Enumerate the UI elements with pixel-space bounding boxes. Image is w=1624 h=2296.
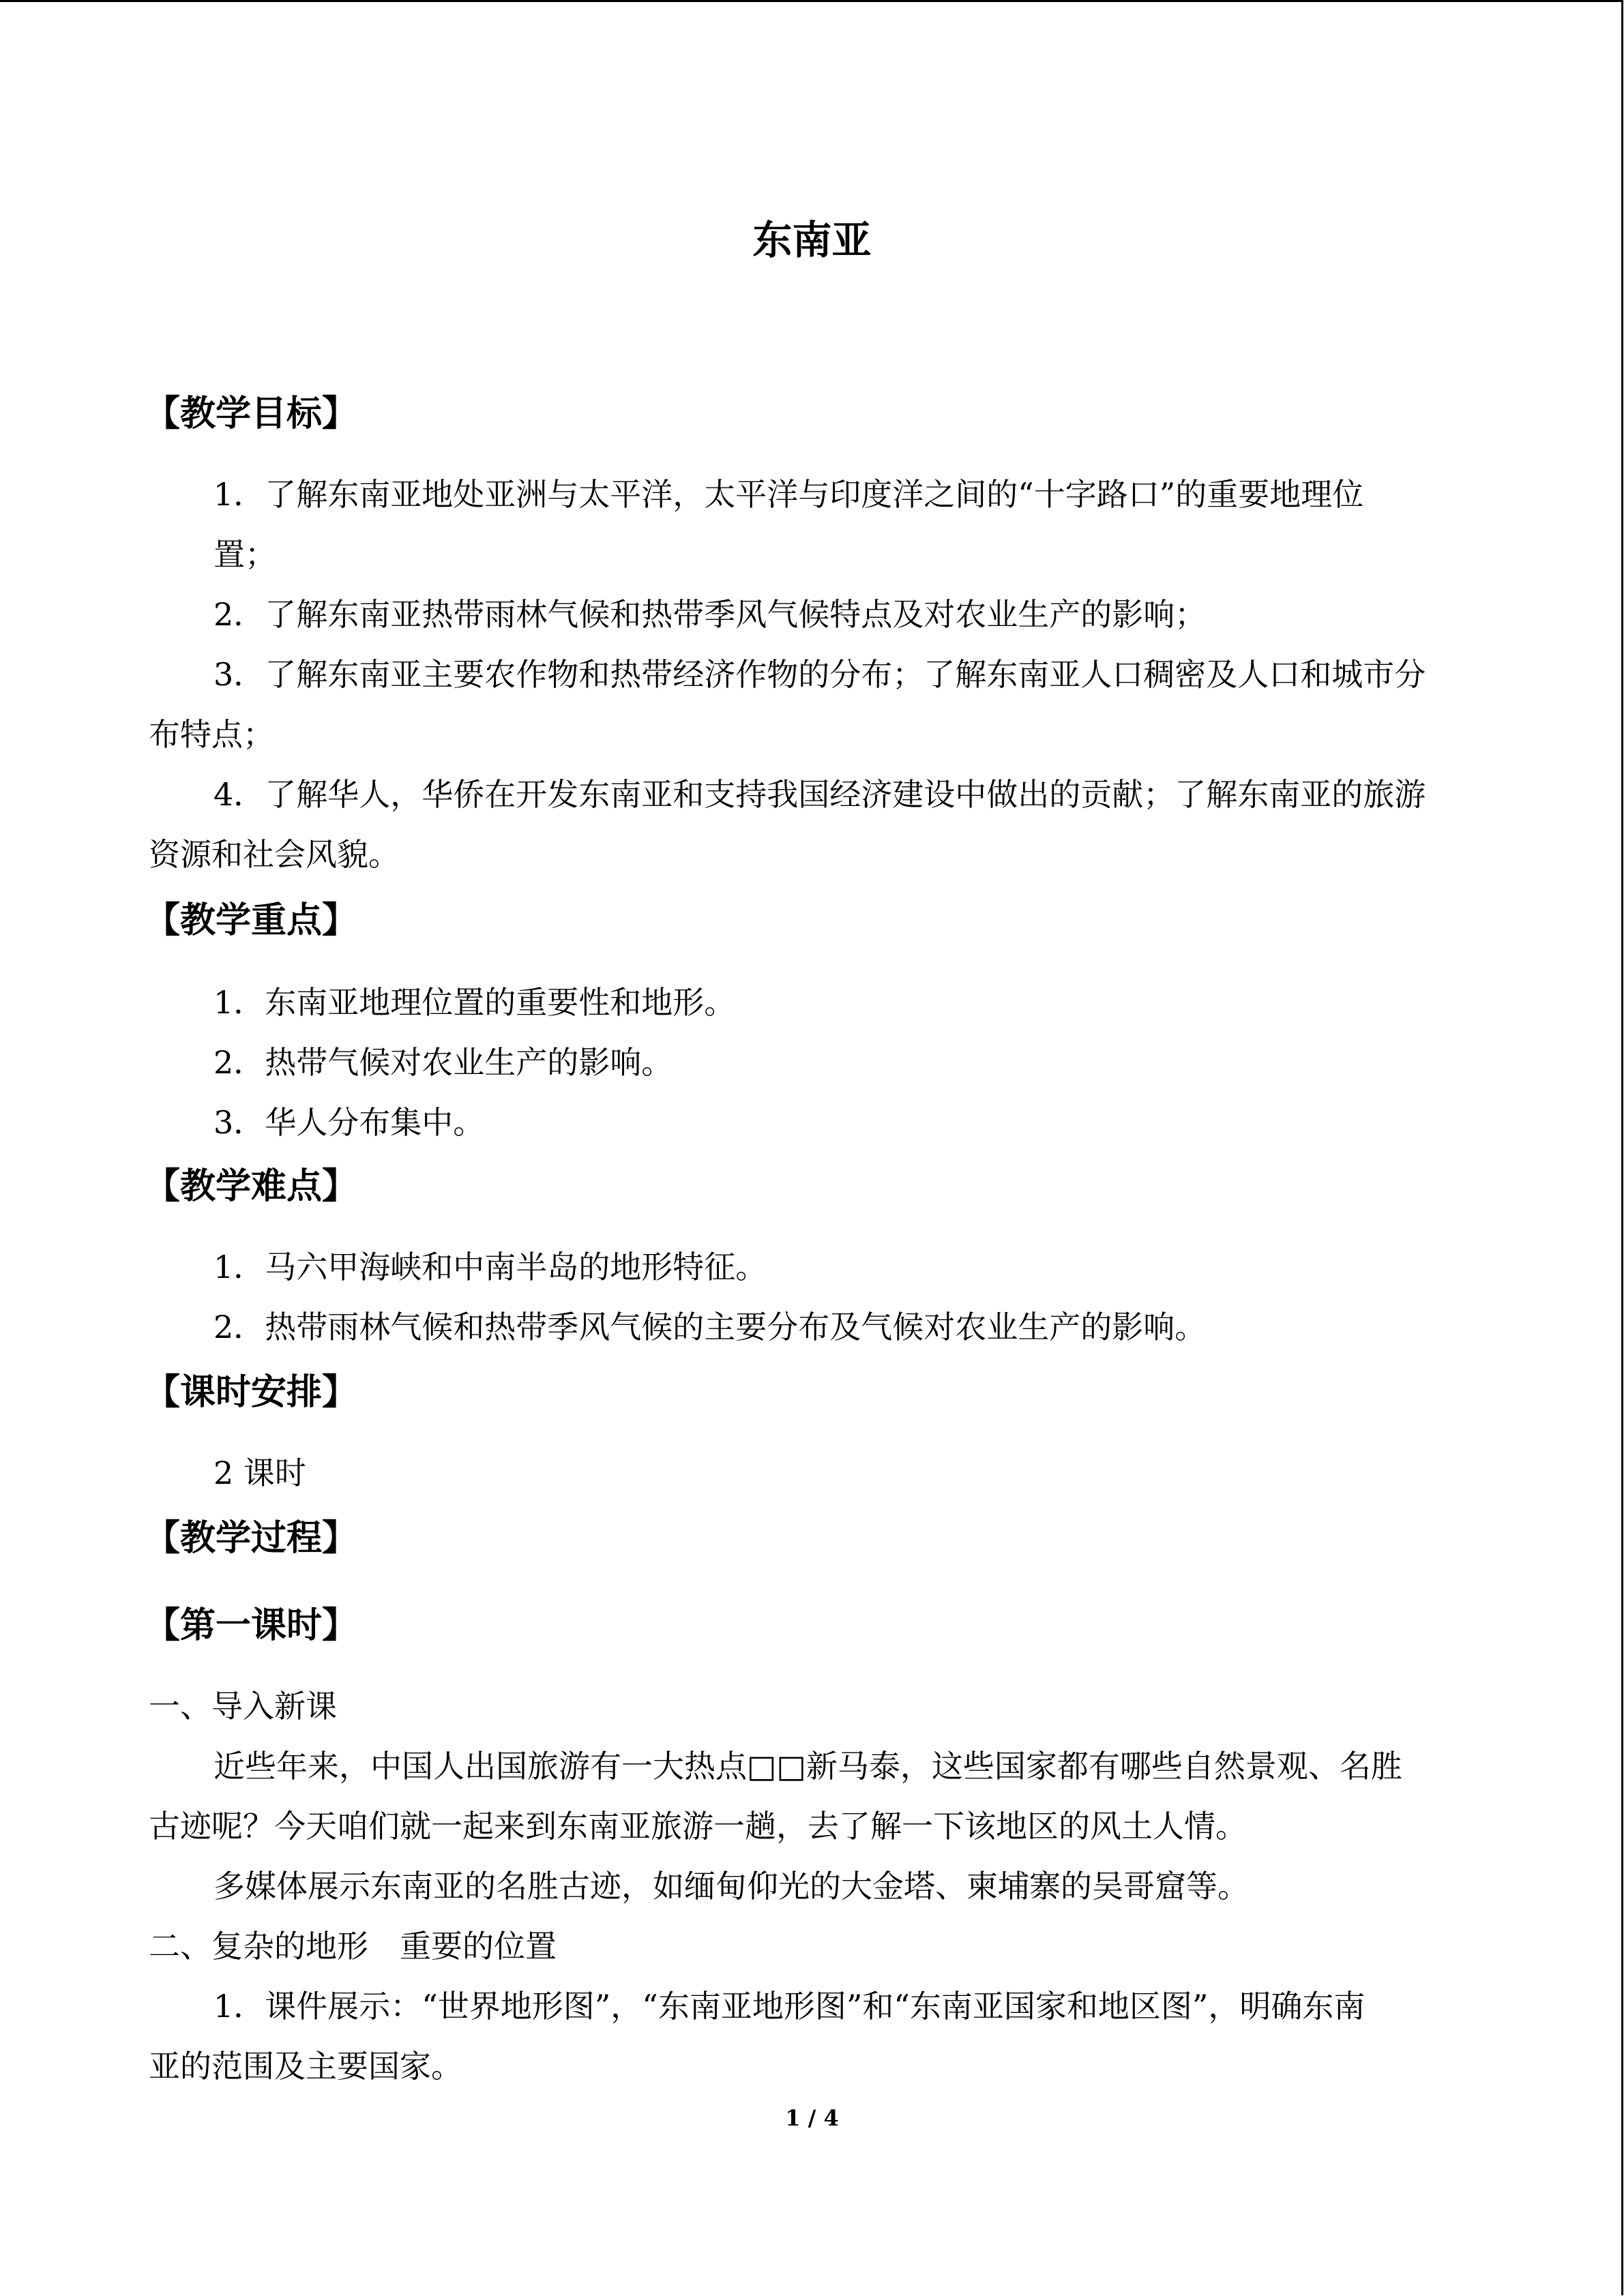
lesson-subheading: 一、导入新课 (149, 1688, 337, 1725)
section-heading-schedule: 【课时安排】 (145, 1371, 358, 1413)
lesson-paragraph-line: 多媒体展示东南亚的名胜古迹，如缅甸仰光的大金塔、柬埔寨的吴哥窟等。 (213, 1868, 1249, 1905)
lesson-subheading: 二、复杂的地形 重要的位置 (149, 1928, 557, 1965)
page-number: 1 / 4 (785, 2105, 839, 2131)
objective-item: 1．了解东南亚地处亚洲与太平洋，太平洋与印度洋之间的“十字路口”的重要地理位 (213, 476, 1364, 513)
document-title: 东南亚 (752, 217, 872, 263)
objective-item: 3．了解东南亚主要农作物和热带经济作物的分布；了解东南亚人口稠密及人口和城市分 (213, 656, 1426, 693)
lesson-paragraph-line: 近些年来，中国人出国旅游有一大热点□□新马泰，这些国家都有哪些自然景观、名胜 (213, 1748, 1402, 1785)
objective-item: 资源和社会风貌。 (149, 836, 400, 873)
key-point-item: 3．华人分布集中。 (213, 1104, 485, 1141)
difficulty-item: 2．热带雨林气候和热带季风气候的主要分布及气候对农业生产的影响。 (213, 1309, 1207, 1345)
section-heading-key-points: 【教学重点】 (145, 899, 358, 941)
difficulty-item: 1．马六甲海峡和中南半岛的地形特征。 (213, 1249, 767, 1285)
lesson-paragraph-line: 古迹呢？今天咱们就一起来到东南亚旅游一趟，去了解一下该地区的风土人情。 (149, 1808, 1247, 1845)
lesson-paragraph-line: 亚的范围及主要国家。 (149, 2048, 462, 2085)
objective-item: 2．了解东南亚热带雨林气候和热带季风气候特点及对农业生产的影响； (213, 596, 1207, 633)
objective-item: 布特点； (149, 716, 274, 753)
schedule-text: 2 课时 (213, 1455, 306, 1491)
key-point-item: 2．热带气候对农业生产的影响。 (213, 1044, 673, 1081)
section-heading-objectives: 【教学目标】 (145, 393, 358, 434)
objective-item: 4．了解华人，华侨在开发东南亚和支持我国经济建设中做出的贡献；了解东南亚的旅游 (213, 776, 1426, 813)
section-heading-difficulties: 【教学难点】 (145, 1165, 358, 1207)
lesson-paragraph-line: 1．课件展示：“世界地形图”，“东南亚地形图”和“东南亚国家和地区图”，明确东南 (213, 1988, 1365, 2025)
section-heading-first-lesson: 【第一课时】 (145, 1605, 358, 1646)
section-heading-process: 【教学过程】 (145, 1517, 358, 1559)
objective-item: 置； (213, 536, 276, 573)
key-point-item: 1．东南亚地理位置的重要性和地形。 (213, 984, 736, 1021)
